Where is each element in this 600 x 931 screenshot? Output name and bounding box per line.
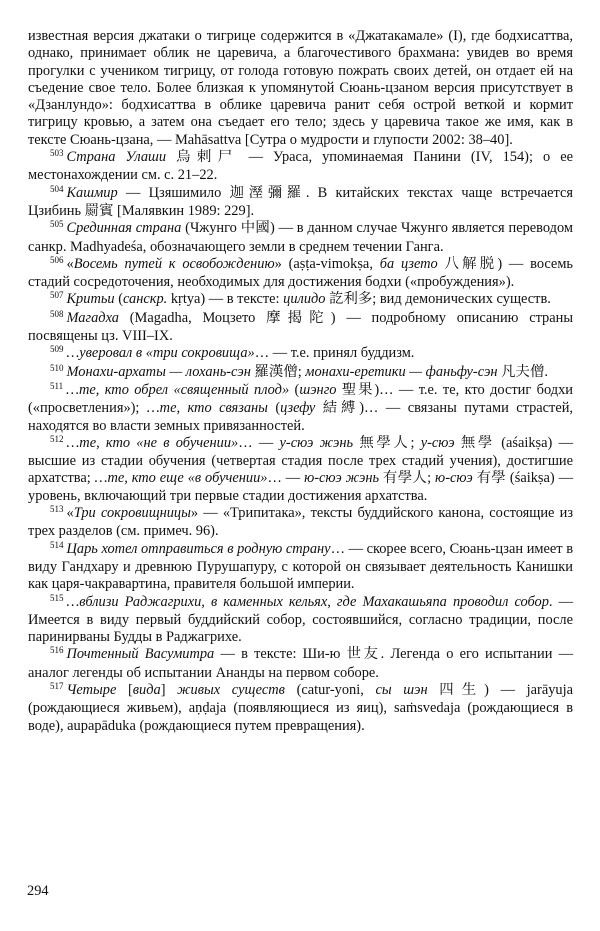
footnote-text: (catur-yoni, [284,681,376,698]
footnote-text: » — «Трипитака», тексты буддийского канона, состоящие из трех разделов (см. примеч. 96). [28,505,574,540]
italic-term: живых существ [177,681,285,698]
italic-term: …те, кто «не в обучении» [66,434,239,451]
footnote-number: 516 [50,645,64,656]
italic-term: Магадха [66,309,119,326]
footnote-number: 517 [50,680,64,691]
footnote-text: kṛtya) — в тексте: [167,291,284,308]
italic-term: ба цзето [379,255,438,272]
italic-term: Кашмир [66,184,118,201]
footnote-text: (Magadha, Моцзето 摩揭陀) — подробному описанию страны посвящены цз. VIII–IX. [28,309,573,345]
footnote-text: … — [267,470,305,487]
footnote-number: 507 [50,290,64,301]
italic-term: ю-сюэ жэнь [304,470,380,487]
footnote-number: 505 [50,219,64,230]
footnote-513 [28,505,573,541]
footnote-text: ( [267,400,281,417]
footnote-506 [28,256,573,292]
footnote-number: 508 [50,308,64,319]
italic-term: монахи-еретики — фаньфу-сэн [305,363,498,380]
continued-note-paragraph: известная версия джатаки о тигрице содержится в «Джатакамале» (I), где бодхисаттва, однако, принимает облик не царевича, а благочестивого брахмана: увидев во время прогулки с учеником тигрицу, от голода готовую пожрать своих детей, он отдает ей на съедение свое тело. Более близкая к упомянутой Сюань-цзаном версия присутствует в «Дзанлундо»: бодхисаттва в облике царевича ранит себя острой веткой и кормит тигрицу кровью, а затем она съедает его тело; здесь у царевича такое же имя, как в тексте Сюань-цзана, — Mahāsattva [Сутра о мудрости и глупости 2002: 38–40]. [28,28,573,148]
footnote-text: 八解脱) — восемь стадий сосредоточения, необходимых для достижения бодхи («пробуждения»). [28,255,573,291]
italic-term: цилидо [283,291,326,308]
footnote-text: 結縛)… — связаны путами страстей, находятся во власти земных привязанностей. [28,400,574,434]
footnote-text: ( [114,291,123,308]
italic-term: сы шэн [375,681,428,698]
italic-term: Четыре [66,681,117,698]
italic-term: …те, кто еще «в обучении» [94,470,268,487]
footnote-number: 511 [50,380,64,391]
footnote-505 [28,220,573,256]
italic-term: Восемь путей к освобождению [73,255,275,272]
footnote-text: 訖利多; вид демонических существ. [325,291,551,308]
page-number: 294 [27,883,49,899]
footnote-509 [28,345,573,363]
footnote-515 [28,594,573,647]
footnote-text: 四生) — jarāyuja (рождающиеся живьем), aṇḍaja (появляющиеся из яиц), saṁsvedaja (рождающиеся в воде), aupapāduka (рождающиеся путем превращения). [28,681,574,734]
footnote-text: … — скорее всего, Сюань-цзан имеет в виду Гандхару и древнюю Пурушапуру, с которой он связывает деятельность Канишки как царя-чакравартина, правителя большой империи. [28,540,573,593]
footnote-507 [28,291,573,309]
footnote-text: [ [116,681,133,698]
italic-term: Критьи [66,291,115,308]
footnote-517 [28,682,573,735]
italic-term: у-сюэ [420,434,455,451]
footnote-list [28,149,573,735]
footnote-text: — в тексте: Ши-ю 世友. Легенда о его испытании — аналог легенды об испытании Ананды на первом соборе. [28,646,573,681]
footnote-text: — Цзяшимило 迦溼彌羅. В китайских текстах чаще встречается Цзибинь 罽賓 [Малявкин 1989: 229]. [28,184,573,219]
footnote-text: 聖果)… — т.е. те, кто достиг бодхи («просветления»); [28,381,573,417]
footnote-number: 515 [50,592,64,603]
footnote-504 [28,185,573,221]
footnote-text: ] [160,681,178,698]
footnote-text: . — Имеется в виду первый буддийский собор, состоявшийся, согласно традиции, после паринирваны Будды в Раджагрихе. [28,593,573,646]
footnote-number: 503 [50,148,64,159]
italic-term: Царь хотел отправиться в родную страну [66,540,331,557]
italic-term: …уверовал в «три сокровища» [66,345,255,362]
footnote-516 [28,646,573,682]
italic-term: Страна Улаши [66,149,167,166]
italic-term: цзефу [280,400,316,417]
footnote-number: 512 [50,433,64,444]
footnote-text: « [66,505,74,522]
footnote-text: » (aṣṭa-vimokṣa, [274,255,380,272]
italic-term: …те, кто связаны [146,400,268,417]
footnote-512 [28,435,573,505]
italic-term: …те, кто обрел «священный плод» [66,381,290,398]
footnote-text: 無學 (aśaikṣa) — высшие из стадии обучения (четвертая стадия после трех стадий учения), достигшие архатства; [28,434,573,487]
italic-term: шэнго [299,381,337,398]
footnote-text: … — [238,434,280,451]
italic-term: ю-сюэ [435,470,473,487]
footnote-text: 有學人; [379,470,436,487]
notes-text [28,28,573,735]
footnote-text: (Чжунго 中國) — в данном случае Чжунго является переводом санкр. Madhyadeśa, обозначающего земли в среднем течении Ганга. [28,220,573,255]
footnote-text: 有學 (śaikṣa) — уровень, включающий три первые стадии достижения архатства. [28,470,573,504]
footnote-514 [28,541,573,594]
footnote-text: 羅漢僧; [250,363,306,380]
italic-term: вида [132,681,161,698]
italic-term: Три сокровищницы [73,505,191,522]
footnote-text: « [66,255,74,272]
italic-term: Срединная страна [66,220,182,237]
italic-term: …вблизи Раджагрихи, в каменных кельях, где Махакашьяпа проводил собор [66,593,549,610]
italic-term: Монахи-архаты — лохань-сэн [66,363,251,380]
footnote-number: 509 [50,344,64,355]
footnote-text: 凡夫僧. [497,363,548,380]
footnote-text: … — т.е. принял буддизм. [254,345,415,362]
footnote-text: 無學人; [353,434,421,451]
footnote-503 [28,149,573,185]
footnote-text: 烏剌尸 — Ураса, упоминаемая Панини (IV, 154); о ее местонахождении см. с. 21–22. [28,149,573,184]
italic-term: санскр. [122,291,168,308]
footnote-510 [28,364,573,382]
footnote-number: 513 [50,504,64,515]
footnote-text: ( [289,381,300,398]
footnote-number: 506 [50,254,64,265]
italic-term: Почтенный Васумитра [66,646,215,663]
footnote-number: 504 [50,183,64,194]
footnote-508 [28,310,573,346]
footnote-number: 514 [50,539,64,550]
italic-term: у-сюэ жэнь [279,434,354,451]
footnote-511 [28,382,573,435]
footnote-number: 510 [50,362,64,373]
